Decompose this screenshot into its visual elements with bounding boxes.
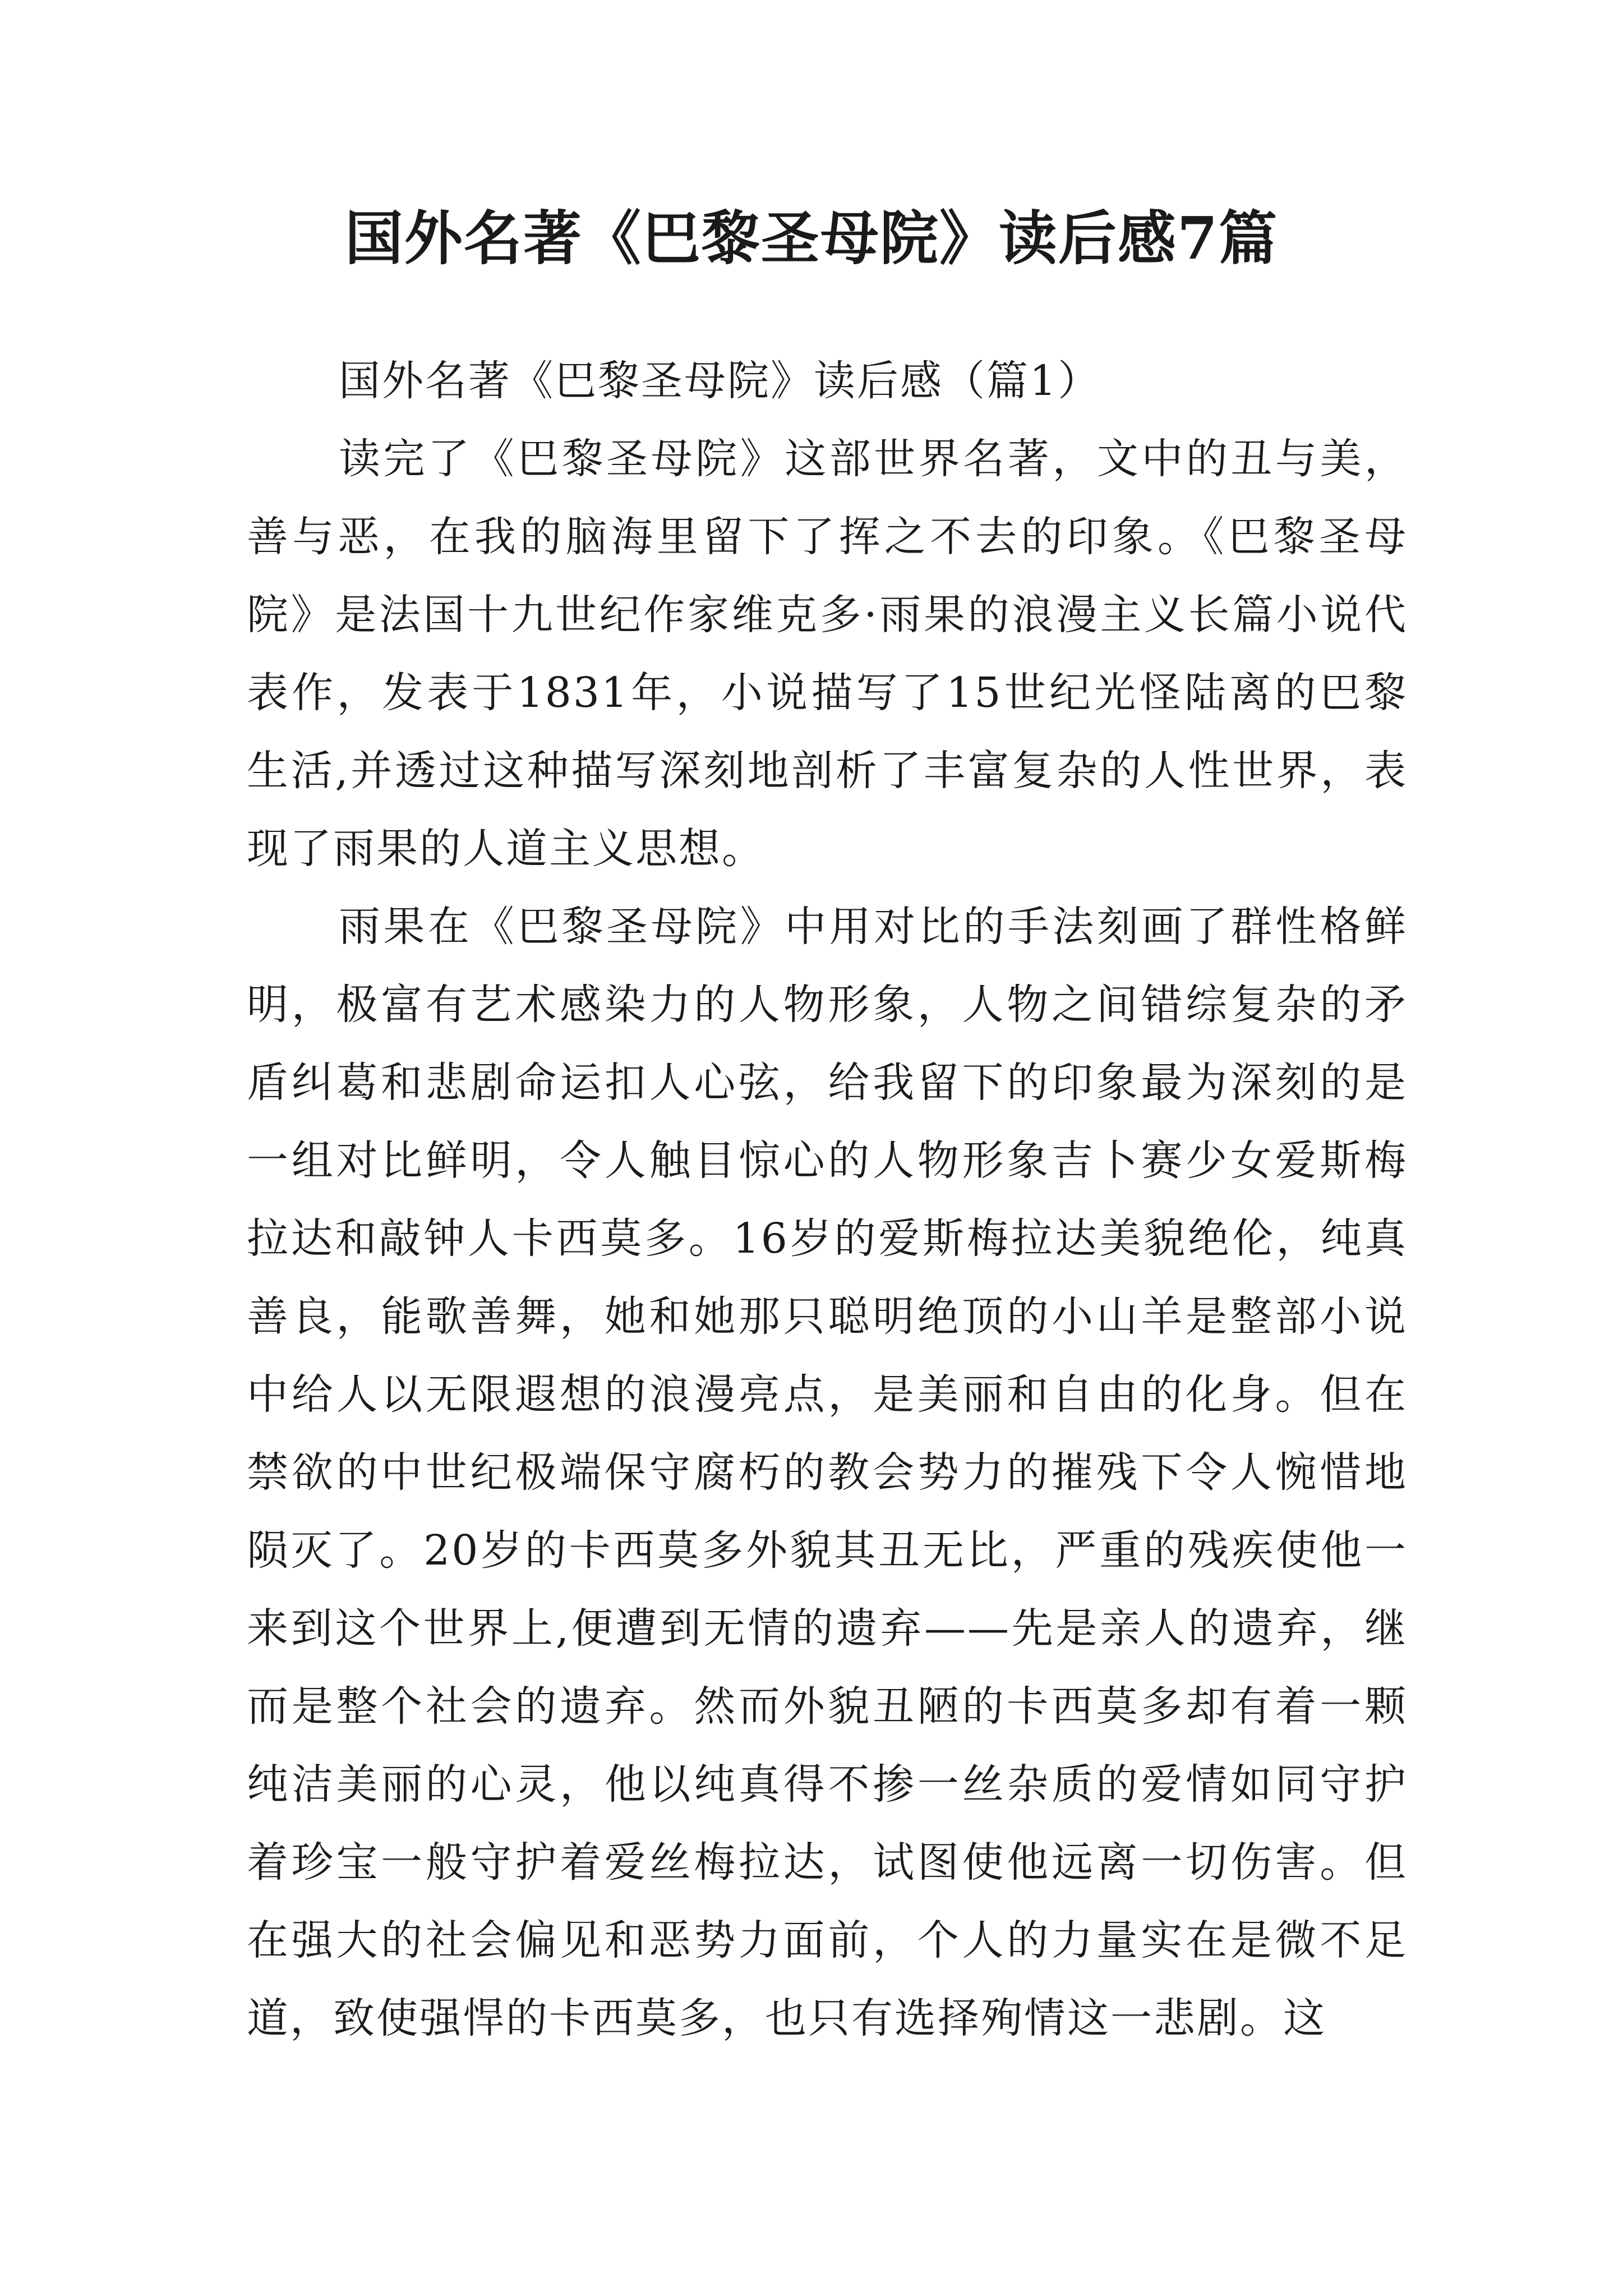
document-body	[247, 342, 1408, 2058]
paragraph: 雨果在《巴黎圣母院》中用对比的手法刻画了群性格鲜明，极富有艺术感染力的人物形象，人物之间错综复杂的矛盾纠葛和悲剧命运扣人心弦，给我留下的印象最为深刻的是一组对比鲜明，令人触目惊心的人物形象吉卜赛少女爱斯梅拉达和敲钟人卡西莫多。16岁的爱斯梅拉达美貌绝伦，纯真善良，能歌善舞，她和她那只聪明绝顶的小山羊是整部小说中给人以无限遐想的浪漫亮点，是美丽和自由的化身。但在禁欲的中世纪极端保守腐朽的教会势力的摧残下令人惋惜地陨灭了。20岁的卡西莫多外貌其丑无比，严重的残疾使他一来到这个世界上,便遭到无情的遗弃——先是亲人的遗弃，继而是整个社会的遗弃。然而外貌丑陋的卡西莫多却有着一颗纯洁美丽的心灵，他以纯真得不掺一丝杂质的爱情如同守护着珍宝一般守护着爱丝梅拉达，试图使他远离一切伤害。但在强大的社会偏见和恶势力面前，个人的力量实在是微不足道，致使强悍的卡西莫多，也只有选择殉情这一悲剧。这	[247, 903, 1408, 2042]
document-title: 国外名著《巴黎圣母院》读后感7篇	[344, 204, 1279, 273]
paragraph: 读完了《巴黎圣母院》这部世界名著，文中的丑与美，善与恶，在我的脑海里留下了挥之不去的印象。《巴黎圣母院》是法国十九世纪作家维克多·雨果的浪漫主义长篇小说代表作，发表于1831年，小说描写了15世纪光怪陆离的巴黎生活,并透过这种描写深刻地剖析了丰富复杂的人性世界，表现了雨果的人道主义思想。	[247, 435, 1408, 873]
section-heading: 国外名著《巴黎圣母院》读后感（篇1）	[339, 357, 1101, 405]
